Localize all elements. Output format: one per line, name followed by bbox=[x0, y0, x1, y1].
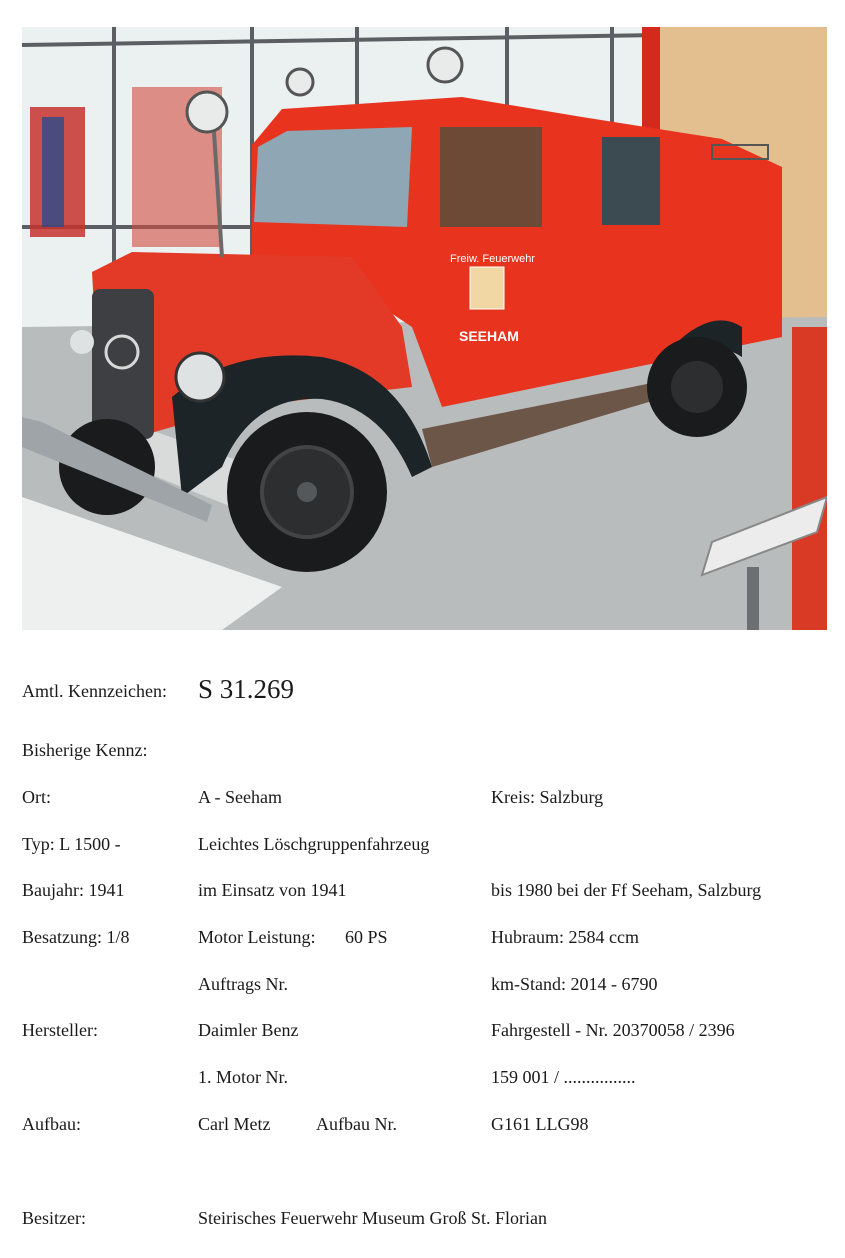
rear-window bbox=[602, 137, 660, 225]
cab-door-window bbox=[440, 127, 542, 227]
besitzer-value: Steirisches Feuerwehr Museum Groß St. Florian bbox=[198, 1208, 547, 1228]
sign-stand bbox=[747, 567, 759, 630]
motor-nr-label: 1. Motor Nr. bbox=[198, 1067, 288, 1087]
spotlight-3 bbox=[428, 48, 462, 82]
radiator-grille bbox=[92, 289, 154, 439]
typ-label: Typ: L 1500 - bbox=[22, 834, 121, 854]
einsatz-value: im Einsatz von 1941 bbox=[198, 880, 347, 900]
hubraum-value: Hubraum: 2584 ccm bbox=[491, 927, 639, 947]
bisherige-label: Bisherige Kennz: bbox=[22, 740, 148, 760]
aufbau-value: Carl Metz bbox=[198, 1114, 271, 1134]
aufbau-nr-value: G161 LLG98 bbox=[491, 1114, 589, 1134]
aufbau-nr-label: Aufbau Nr. bbox=[316, 1114, 397, 1134]
fog-lamp bbox=[70, 330, 94, 354]
town-crest bbox=[470, 267, 504, 309]
typ-value: Leichtes Löschgruppenfahrzeug bbox=[198, 834, 430, 854]
ort-label: Ort: bbox=[22, 787, 51, 807]
hersteller-label: Hersteller: bbox=[22, 1020, 98, 1040]
baujahr-label: Baujahr: 1941 bbox=[22, 880, 125, 900]
ort-value: A - Seeham bbox=[198, 787, 282, 807]
kennzeichen-label: Amtl. Kennzeichen: bbox=[22, 681, 167, 701]
besatzung-label: Besatzung: 1/8 bbox=[22, 927, 130, 947]
besitzer-label: Besitzer: bbox=[22, 1208, 86, 1228]
motor-leistung-label: Motor Leistung: bbox=[198, 927, 316, 947]
windshield bbox=[254, 127, 412, 227]
livery-brand: Freiw. Feuerwehr bbox=[450, 253, 535, 265]
headlamp bbox=[176, 353, 224, 401]
spotlight-2 bbox=[287, 69, 313, 95]
einsatz-bis: bis 1980 bei der Ff Seeham, Salzburg bbox=[491, 880, 762, 900]
motor-nr-value: 159 001 / ................ bbox=[491, 1067, 636, 1087]
neighbor-vehicle bbox=[792, 327, 827, 630]
km-stand-value: km-Stand: 2014 - 6790 bbox=[491, 974, 658, 994]
kreis-value: Kreis: Salzburg bbox=[491, 787, 604, 807]
flag-blue bbox=[42, 117, 64, 227]
kennzeichen-value: S 31.269 bbox=[198, 674, 295, 704]
spotlight-1 bbox=[187, 92, 227, 132]
aufbau-label: Aufbau: bbox=[22, 1114, 81, 1134]
vehicle-photo bbox=[22, 27, 827, 630]
fahrgestell-value: Fahrgestell - Nr. 20370058 / 2396 bbox=[491, 1020, 735, 1040]
hersteller-value: Daimler Benz bbox=[198, 1020, 299, 1040]
motor-leistung-value: 60 PS bbox=[345, 927, 388, 947]
auftrags-label: Auftrags Nr. bbox=[198, 974, 288, 994]
livery-town: SEEHAM bbox=[459, 328, 519, 344]
